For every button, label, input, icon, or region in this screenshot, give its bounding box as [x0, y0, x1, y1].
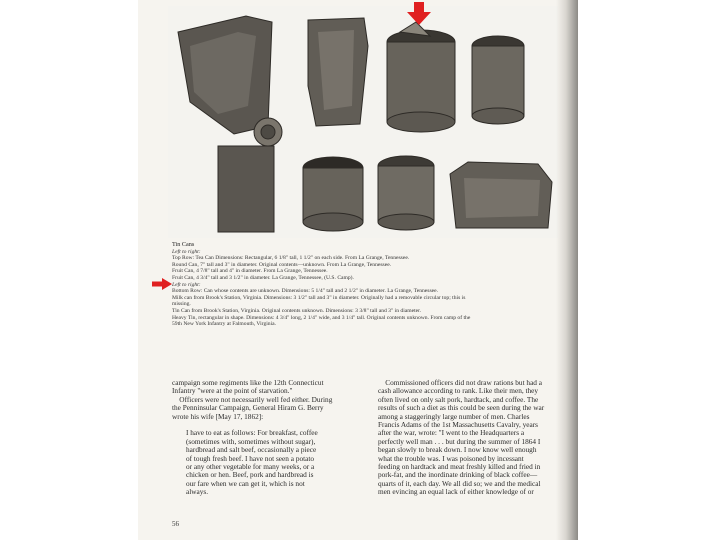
quote-line: chicken or hen. Beef, pork and hardbread is: [186, 470, 314, 480]
body-line: Commissioned officers did not draw rations but had a: [378, 378, 543, 387]
body-line: often lived on only salt pork, hardtack, and coffee. The: [378, 394, 539, 404]
page-edge-shadow: [556, 0, 578, 540]
body-line: Infantry "were at the point of starvation.": [172, 386, 293, 396]
body-line: quarts of it, each day. We all did so; we and the medical: [378, 478, 541, 488]
quote-line: of tough fresh beef. I have not seen a potato: [186, 453, 315, 463]
tin-cans-photo: [168, 6, 558, 238]
caption-line: missing.: [172, 301, 191, 308]
body-line: wrote his wife [May 17, 1862]:: [172, 411, 264, 421]
body-column-left: [172, 379, 362, 497]
quote-line: (sometimes with, sometimes without sugar),: [186, 436, 316, 446]
photo-caption: [172, 242, 564, 328]
tin-can-brooks-station: [378, 156, 434, 230]
caption-line: Round Can, 7" tall and 3" in diameter. Original contents—unknown. From La Grange, Tennessee.: [172, 261, 392, 268]
caption-line: Heavy Tin, rectangular in shape. Dimensions: 4 3/4" long, 2 1/4" wide, and 3 1/4" tall. Original contents unknown. From camp of the: [172, 314, 471, 321]
milk-can: [303, 157, 363, 231]
body-line: pork-fat, and the inordinate drinking of black coffee—: [378, 470, 538, 480]
quote-line: always.: [186, 487, 209, 497]
body-line: feeding on hardtack and meat freshly killed and fried in: [378, 462, 541, 472]
page-number: 56: [172, 520, 179, 528]
caption-line: 59th New York Infantry at Falmouth, Virginia.: [172, 321, 277, 328]
arrow-right-icon: [152, 278, 172, 290]
body-line: what the trouble was. I was poisoned by incessant: [378, 453, 524, 463]
heavy-tin-rectangular: [450, 162, 552, 228]
caption-line: Left to right:: [172, 281, 201, 288]
body-line: cash allowance according to rank. Like their men, they: [378, 386, 539, 396]
quote-line: our fare when we can get it, which is not: [186, 478, 305, 488]
caption-title: Tin Cans: [172, 242, 195, 248]
quote-line: I have to eat as follows: For breakfast, coffee: [186, 428, 318, 438]
arrow-down-icon: [406, 2, 432, 26]
body-line: campaign some regiments like the 12th Connecticut: [172, 378, 324, 387]
caption-line: Fruit Can, 4 3/4" tall and 3 1/2" in diameter. La Grange, Tennessee, (U.S. Camp).: [172, 274, 354, 281]
body-line: results of such a diet as this could be seen during the war: [378, 403, 545, 413]
caption-line: Top Row: Tea Can Dimensions: Rectangular, 6 1/8" tall, 1 1/2" on each side. From La Grange, Tennessee.: [172, 255, 410, 262]
body-line: began slowly to break down. I now know well enough: [378, 445, 537, 455]
caption-line: Tin Can from Brook's Station, Virginia. Original contents unknown. Dimensions: 3 3/8" tall and 3" in diameter.: [172, 307, 422, 314]
caption-line: Left to right:: [172, 248, 201, 255]
fruit-can-small: [472, 36, 524, 124]
body-line: among a staggeringly large number of men. Charles: [378, 411, 530, 421]
round-can: [308, 18, 368, 126]
quote-line: or any other vegetable for many weeks, or a: [186, 462, 315, 472]
body-line: after the war, wrote: "I went to the Headquarters a: [378, 428, 525, 438]
quote-line: hardbread and salt beef, occasionally a piece: [186, 445, 317, 455]
body-line: Officers were not necessarily well fed either. During: [172, 394, 333, 404]
caption-line: Fruit Can, 4 7/8" tall and 4" in diameter. From La Grange, Tennessee.: [172, 268, 328, 275]
body-column-right: [378, 379, 568, 497]
body-line: Francis Adams of the 1st Massachusetts Cavalry, years: [378, 420, 539, 430]
body-line: the Penninsular Campaign, General Hiram G. Berry: [172, 403, 324, 413]
fruit-can-large: [387, 22, 455, 132]
body-line: perfectly well man . . . but during the summer of 1864 I: [378, 436, 541, 446]
caption-line: Bottom Row: Can whose contents are unknown. Dimensions: 5 1/4" tall and 2 1/2" in diameter. La Grange, Tennessee.: [172, 288, 438, 295]
caption-line: Milk can from Brook's Station, Virginia. Dimensions: 3 1/2" tall and 3" in diameter. Originally had a removable circular top; this is: [172, 294, 466, 301]
body-line: men evincing an equal lack of either knowledge of or: [378, 487, 534, 497]
